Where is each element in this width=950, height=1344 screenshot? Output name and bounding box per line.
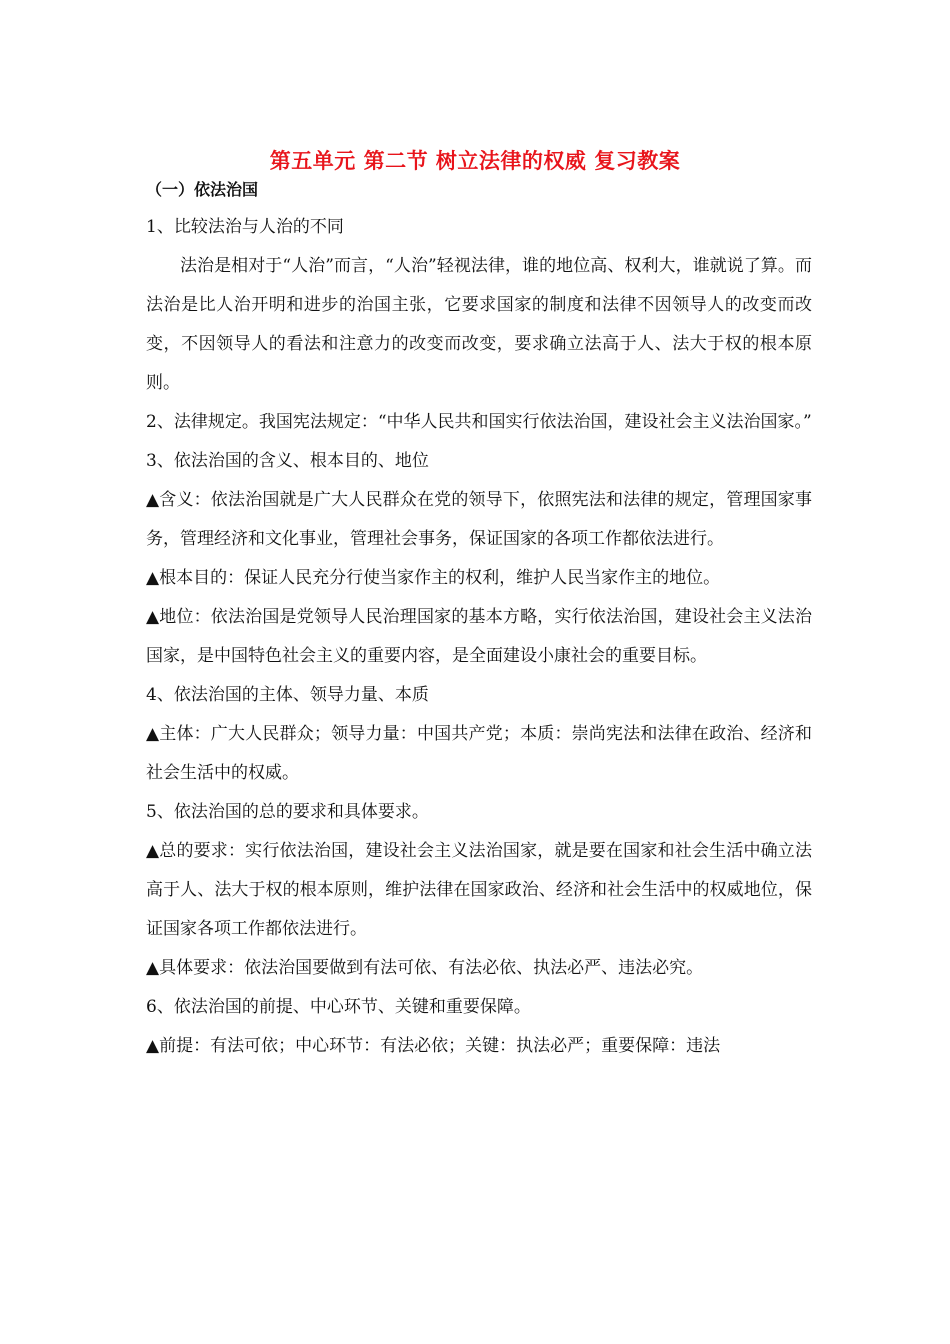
paragraph: 3、依法治国的含义、根本目的、地位 bbox=[146, 451, 429, 471]
paragraph: ▲根本目的：保证人民充分行使当家作主的权利，维护人民当家作主的地位。 bbox=[146, 568, 721, 588]
paragraph: 2、法律规定。我国宪法规定：“中华人民共和国实行依法治国，建设社会主义法治国家。” bbox=[146, 412, 812, 432]
paragraph: 6、依法治国的前提、中心环节、关键和重要保障。 bbox=[146, 997, 531, 1017]
paragraph: 5、依法治国的总的要求和具体要求。 bbox=[146, 802, 429, 822]
document-body bbox=[146, 208, 812, 1066]
section-heading: （一）依法治国 bbox=[146, 180, 259, 199]
paragraph: ▲地位：依法治国是党领导人民治理国家的基本方略，实行依法治国，建设社会主义法治国家，是中国特色社会主义的重要内容，是全面建设小康社会的重要目标。 bbox=[146, 607, 812, 666]
paragraph: 法治是相对于“人治”而言，“人治”轻视法律，谁的地位高、权利大，谁就说了算。而法治是比人治开明和进步的治国主张，它要求国家的制度和法律不因领导人的改变而改变，不因领导人的看法和注意力的改变而改变，要求确立法高于人、法大于权的根本原则。 bbox=[146, 256, 812, 393]
paragraph: 1、比较法治与人治的不同 bbox=[146, 217, 344, 237]
paragraph: ▲具体要求：依法治国要做到有法可依、有法必依、执法必严、违法必究。 bbox=[146, 958, 704, 978]
paragraph: 4、依法治国的主体、领导力量、本质 bbox=[146, 685, 429, 705]
paragraph: ▲总的要求：实行依法治国，建设社会主义法治国家，就是要在国家和社会生活中确立法高于人、法大于权的根本原则，维护法律在国家政治、经济和社会生活中的权威地位，保证国家各项工作都依法进行。 bbox=[146, 841, 812, 939]
paragraph: ▲前提：有法可依；中心环节：有法必依；关键：执法必严；重要保障：违法 bbox=[146, 1036, 721, 1056]
paragraph: ▲主体：广大人民群众；领导力量：中国共产党；本质：崇尚宪法和法律在政治、经济和社会生活中的权威。 bbox=[146, 724, 812, 783]
paragraph: ▲含义：依法治国就是广大人民群众在党的领导下，依照宪法和法律的规定，管理国家事务，管理经济和文化事业，管理社会事务，保证国家的各项工作都依法进行。 bbox=[146, 490, 812, 549]
document-title: 第五单元 第二节 树立法律的权威 复习教案 bbox=[269, 149, 681, 173]
